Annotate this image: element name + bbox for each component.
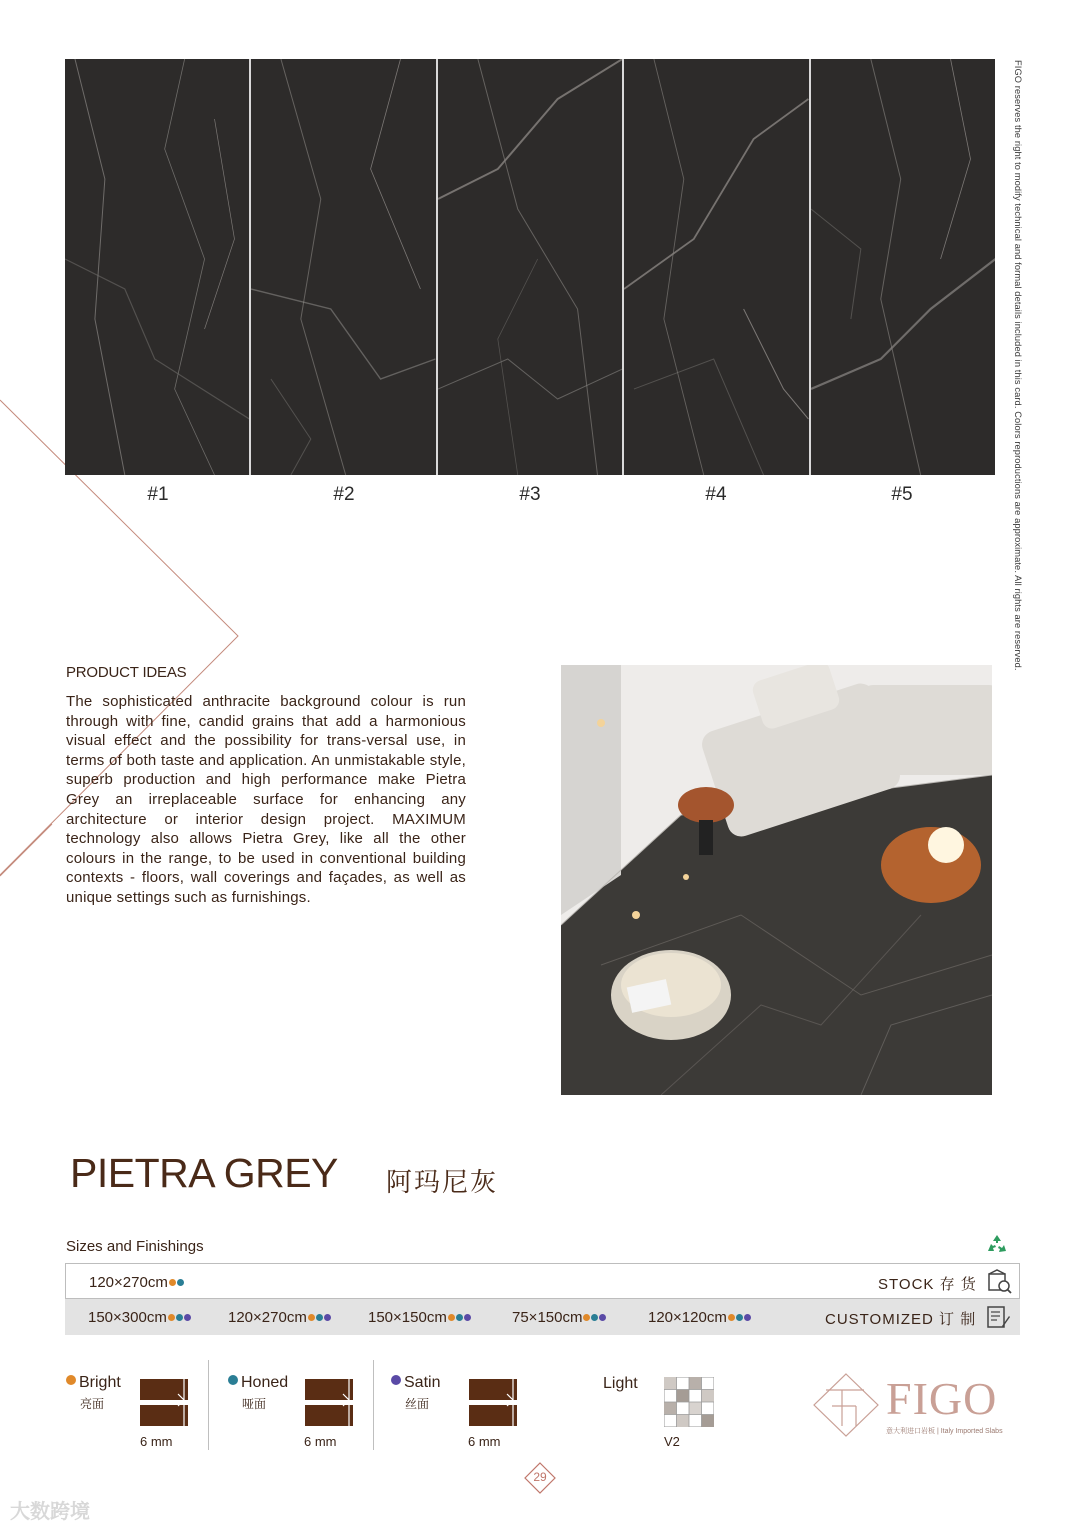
finish-label	[66, 1374, 121, 1392]
thickness-label: 6 mm	[140, 1434, 173, 1449]
divider	[373, 1360, 374, 1450]
bright-dot	[168, 1314, 175, 1321]
recycle-icon	[984, 1232, 1010, 1258]
watermark: 大数跨境	[10, 1501, 90, 1523]
satin-dot	[744, 1314, 751, 1321]
bright-dot	[583, 1314, 590, 1321]
finish-label	[228, 1374, 288, 1392]
customized-tag: CUSTOMIZED 订 制	[825, 1311, 977, 1328]
satin-dot	[391, 1375, 401, 1385]
sizes-title: Sizes and Finishings	[66, 1238, 204, 1255]
slab-thickness-icon	[138, 1376, 190, 1428]
thickness-label: 6 mm	[304, 1434, 337, 1449]
stock-box-icon	[986, 1269, 1012, 1295]
satin-dot	[184, 1314, 191, 1321]
thickness-label: 6 mm	[468, 1434, 501, 1449]
slab-label: #3	[519, 484, 541, 505]
size-item	[89, 1274, 184, 1291]
size-label: 120×270cm	[89, 1274, 168, 1291]
finish-name-text: Satin	[404, 1374, 441, 1391]
honed-dot	[176, 1314, 183, 1321]
finish-name-text: Honed	[241, 1374, 289, 1391]
product-name: PIETRA GREY	[70, 1150, 338, 1196]
size-label: 120×120cm	[648, 1309, 727, 1326]
slab-label: #4	[705, 484, 727, 505]
finish-name-text: Bright	[79, 1374, 121, 1391]
room-photo	[561, 665, 992, 1095]
satin-dot	[599, 1314, 606, 1321]
size-label: 75×150cm	[512, 1309, 583, 1326]
honed-dot	[591, 1314, 598, 1321]
size-label: 120×270cm	[228, 1309, 307, 1326]
slab-thickness-icon	[303, 1376, 355, 1428]
custom-order-icon	[985, 1304, 1011, 1330]
honed-dot	[228, 1375, 238, 1385]
slab-3	[438, 59, 622, 475]
finish-name-cn: 哑面	[242, 1397, 267, 1411]
slab-gallery	[65, 59, 995, 475]
stock-tag: STOCK 存 货	[878, 1276, 977, 1293]
slab-thickness-icon	[467, 1376, 519, 1428]
brand-tagline: 意大利进口岩板 | Italy Imported Slabs	[886, 1428, 1003, 1435]
size-label: 150×300cm	[88, 1309, 167, 1326]
page-number: 29	[533, 1470, 547, 1484]
bright-dot	[308, 1314, 315, 1321]
variation-code: V2	[664, 1434, 680, 1449]
slab-1	[65, 59, 249, 475]
size-item	[368, 1309, 471, 1326]
size-item	[512, 1309, 606, 1326]
product-ideas-title: PRODUCT IDEAS	[66, 664, 187, 681]
finish-name-cn: 丝面	[405, 1397, 430, 1411]
bright-dot	[169, 1279, 176, 1286]
disclaimer-note	[1011, 60, 1023, 740]
honed-dot	[456, 1314, 463, 1321]
slab-4	[624, 59, 808, 475]
size-label: 150×150cm	[368, 1309, 447, 1326]
size-item	[228, 1309, 331, 1326]
slab-label: #5	[891, 484, 913, 505]
slab-2	[251, 59, 435, 475]
honed-dot	[736, 1314, 743, 1321]
customized-sizes-row	[65, 1299, 1020, 1335]
honed-dot	[177, 1279, 184, 1286]
satin-dot	[324, 1314, 331, 1321]
size-item	[88, 1309, 191, 1326]
product-ideas-text: The sophisticated anthracite background colour is run through with fine, candid grains that add a harmonious visual effect and the possibility for trans-versal use, in terms of both taste and application. An unmistakable style, superb production and high performance make Pietra Grey an irreplaceable surface for enhancing any architecture or interior design project. MAXIMUM technology also allows Pietra Grey, like all the other colours in the range, to be used in conventional building contexts - floors, wall coverings and façades, as well as unique settings such as furnishings.	[66, 693, 466, 906]
slab-label: #1	[147, 484, 169, 505]
variation-grid-icon	[664, 1377, 714, 1427]
slab-labels	[65, 484, 995, 506]
brand-logo-text: FIGO	[886, 1373, 998, 1424]
stock-sizes-row	[65, 1263, 1020, 1299]
bright-dot	[728, 1314, 735, 1321]
divider	[208, 1360, 209, 1450]
slab-5	[811, 59, 995, 475]
bright-dot	[66, 1375, 76, 1385]
finish-name-cn: 亮面	[80, 1397, 105, 1411]
disclaimer-text: FIGO reserves the right to modify technical and formal details included in this card. Colors reproductions are approximate. All rights are reserved.	[1013, 60, 1023, 671]
variation-label: Light	[603, 1375, 638, 1392]
size-item	[648, 1309, 751, 1326]
bright-dot	[448, 1314, 455, 1321]
slab-label: #2	[333, 484, 355, 505]
satin-dot	[464, 1314, 471, 1321]
honed-dot	[316, 1314, 323, 1321]
finish-label	[391, 1374, 440, 1392]
product-name-cn: 阿玛尼灰	[386, 1167, 499, 1197]
